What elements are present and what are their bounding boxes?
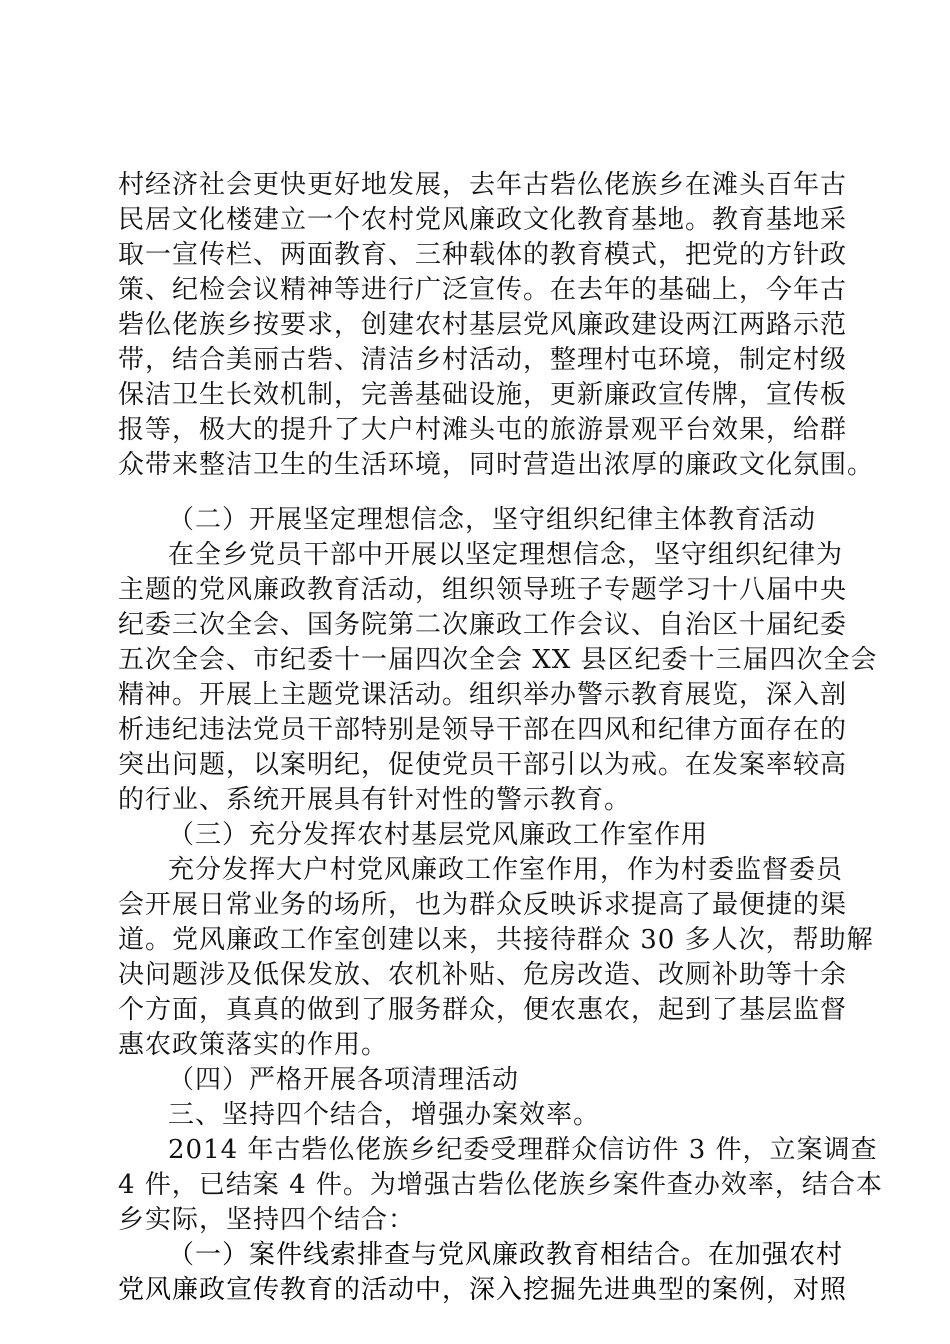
text-line: 保洁卫生长效机制，完善基础设施，更新廉政宣传牌，宣传板 bbox=[118, 380, 848, 410]
text-line: 民居文化楼建立一个农村党风廉政文化教育基地。教育基地采 bbox=[118, 205, 848, 235]
text-line: 取一宣传栏、两面教育、三种载体的教育模式，把党的方针政 bbox=[118, 240, 848, 270]
text-line: 个方面，真真的做到了服务群众，便农惠农，起到了基层监督 bbox=[118, 995, 848, 1025]
text-line: 带，结合美丽古砦、清洁乡村活动，整理村屯环境，制定村级 bbox=[118, 345, 848, 375]
section-heading: （四）严格开展各项清理活动 bbox=[168, 1065, 520, 1095]
section-heading: （二）开展坚定理想信念，坚守组织纪律主体教育活动 bbox=[168, 505, 817, 535]
text-line: 纪委三次全会、国务院第二次廉政工作会议、自治区十届纪委 bbox=[118, 610, 848, 640]
text-line: 砦仫佬族乡按要求，创建农村基层党风廉政建设两江两路示范 bbox=[118, 310, 848, 340]
text-line: 道。党风廉政工作室创建以来，共接待群众 30 多人次，帮助解 bbox=[118, 925, 874, 955]
section-heading: （三）充分发挥农村基层党风廉政工作室作用 bbox=[168, 820, 709, 850]
text-line: 决问题涉及低保发放、农机补贴、危房改造、改厕补助等十余 bbox=[118, 960, 848, 990]
text-line: 村经济社会更快更好地发展，去年古砦仫佬族乡在滩头百年古 bbox=[118, 170, 848, 200]
text-line: 充分发挥大户村党风廉政工作室作用，作为村委监督委员 bbox=[168, 855, 844, 885]
text-line: 会开展日常业务的场所，也为群众反映诉求提高了最便捷的渠 bbox=[118, 890, 848, 920]
text-line: 析违纪违法党员干部特别是领导干部在四风和纪律方面存在的 bbox=[118, 715, 848, 745]
text-line: （一）案件线索排查与党风廉政教育相结合。在加强农村 bbox=[168, 1240, 844, 1269]
text-line: 主题的党风廉政教育活动，组织领导班子专题学习十八届中央 bbox=[118, 575, 848, 605]
text-line: 报等，极大的提升了大户村滩头屯的旅游景观平台效果，给群 bbox=[118, 415, 848, 445]
text-line: 在全乡党员干部中开展以坚定理想信念，坚守组织纪律为 bbox=[168, 540, 844, 570]
section-heading: 三、坚持四个结合，增强办案效率。 bbox=[168, 1100, 601, 1130]
text-line: 的行业、系统开展具有针对性的警示教育。 bbox=[118, 785, 632, 815]
text-line: 突出问题，以案明纪，促使党员干部引以为戒。在发案率较高 bbox=[118, 750, 848, 780]
text-line: 精神。开展上主题党课活动。组织举办警示教育展览，深入剖 bbox=[118, 680, 848, 710]
text-line: 党风廉政宣传教育的活动中，深入挖掘先进典型的案例，对照 bbox=[118, 1275, 848, 1304]
text-line: 乡实际，坚持四个结合： bbox=[118, 1205, 416, 1235]
text-line: 策、纪检会议精神等进行广泛宣传。在去年的基础上，今年古 bbox=[118, 275, 848, 305]
text-line: 4 件，已结案 4 件。为增强古砦仫佬族乡案件查办效率，结合本 bbox=[118, 1170, 883, 1200]
text-line: 惠农政策落实的作用。 bbox=[118, 1030, 389, 1060]
text-line: 2014 年古砦仫佬族乡纪委受理群众信访件 3 件，立案调查 bbox=[168, 1135, 878, 1165]
text-line: 众带来整洁卫生的生活环境，同时营造出浓厚的廉政文化氛围。 bbox=[118, 450, 875, 480]
text-line: 五次全会、市纪委十一届四次全会 XX 县区纪委十三届四次全会 bbox=[118, 645, 878, 675]
